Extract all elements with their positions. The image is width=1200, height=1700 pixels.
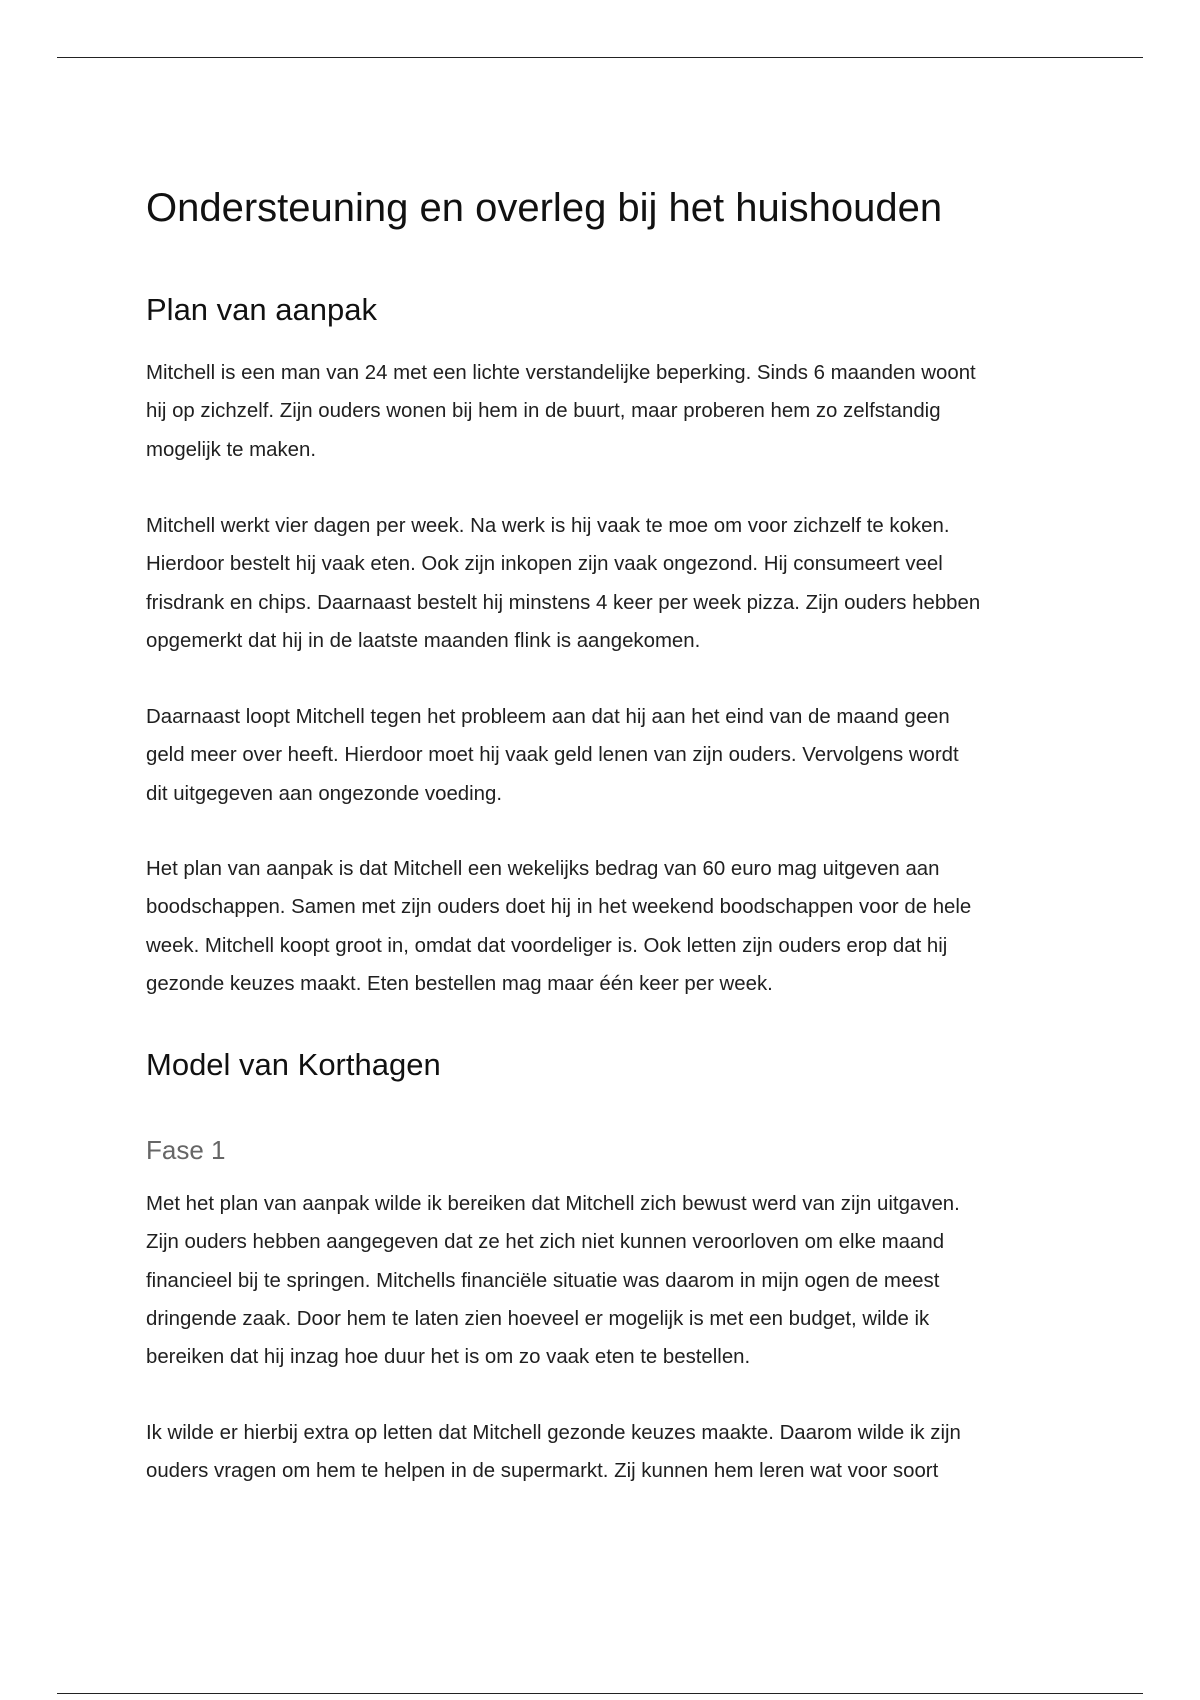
paragraph-line: opgemerkt dat hij in de laatste maanden flink is aangekomen. <box>146 629 701 652</box>
paragraph-line: boodschappen. Samen met zijn ouders doet hij in het weekend boodschappen voor de hele <box>146 896 972 919</box>
paragraph-line: dringende zaak. Door hem te laten zien hoeveel er mogelijk is met een budget, wilde ik <box>146 1307 930 1330</box>
paragraph-money <box>146 698 1076 813</box>
paragraph-line: Mitchell werkt vier dagen per week. Na werk is hij vaak te moe om voor zichzelf te koken. <box>146 515 950 537</box>
paragraph-intro <box>146 354 1076 469</box>
paragraph-plan <box>146 850 1076 1003</box>
paragraph-line: Met het plan van aanpak wilde ik bereiken dat Mitchell zich bewust werd van zijn uitgaven. <box>146 1193 960 1215</box>
subheading-fase-1: Fase 1 <box>146 1135 226 1165</box>
bottom-rule <box>57 1693 1143 1694</box>
document-title: Ondersteuning en overleg bij het huishouden <box>146 186 943 230</box>
paragraph-line: bereiken dat hij inzag hoe duur het is om zo vaak eten te bestellen. <box>146 1346 751 1369</box>
top-rule <box>57 57 1143 58</box>
paragraph-fase1-healthy <box>146 1414 1076 1491</box>
paragraph-line: geld meer over heeft. Hierdoor moet hij vaak geld lenen van zijn ouders. Vervolgens wordt <box>146 744 959 767</box>
paragraph-line: dit uitgegeven aan ongezonde voeding. <box>146 782 502 805</box>
paragraph-fase1-goal <box>146 1185 1076 1376</box>
paragraph-line: hij op zichzelf. Zijn ouders wonen bij hem in de buurt, maar proberen hem zo zelfstandig <box>146 400 941 423</box>
paragraph-line: Het plan van aanpak is dat Mitchell een wekelijks bedrag van 60 euro mag uitgeven aan <box>146 858 940 880</box>
paragraph-line: Hierdoor bestelt hij vaak eten. Ook zijn inkopen zijn vaak ongezond. Hij consumeert veel <box>146 553 943 576</box>
paragraph-line: week. Mitchell koopt groot in, omdat dat voordeliger is. Ook letten zijn ouders erop dat hij <box>146 934 948 957</box>
section-heading-model-van-korthagen: Model van Korthagen <box>146 1047 441 1082</box>
paragraph-line: ouders vragen om hem te helpen in de supermarkt. Zij kunnen hem leren wat voor soort <box>146 1460 939 1483</box>
paragraph-work <box>146 507 1076 660</box>
paragraph-line: mogelijk te maken. <box>146 438 316 461</box>
paragraph-line: frisdrank en chips. Daarnaast bestelt hij minstens 4 keer per week pizza. Zijn ouders hebben <box>146 591 981 614</box>
paragraph-line: Mitchell is een man van 24 met een lichte verstandelijke beperking. Sinds 6 maanden woont <box>146 362 976 384</box>
paragraph-line: gezonde keuzes maakt. Eten bestellen mag maar één keer per week. <box>146 972 773 995</box>
paragraph-line: financieel bij te springen. Mitchells financiële situatie was daarom in mijn ogen de meest <box>146 1269 940 1292</box>
paragraph-line: Zijn ouders hebben aangegeven dat ze het zich niet kunnen veroorloven om elke maand <box>146 1231 945 1254</box>
paragraph-line: Ik wilde er hierbij extra op letten dat Mitchell gezonde keuzes maakte. Daarom wilde ik zijn <box>146 1422 961 1444</box>
paragraph-line: Daarnaast loopt Mitchell tegen het probleem aan dat hij aan het eind van de maand geen <box>146 706 950 728</box>
section-heading-plan-van-aanpak: Plan van aanpak <box>146 292 377 327</box>
